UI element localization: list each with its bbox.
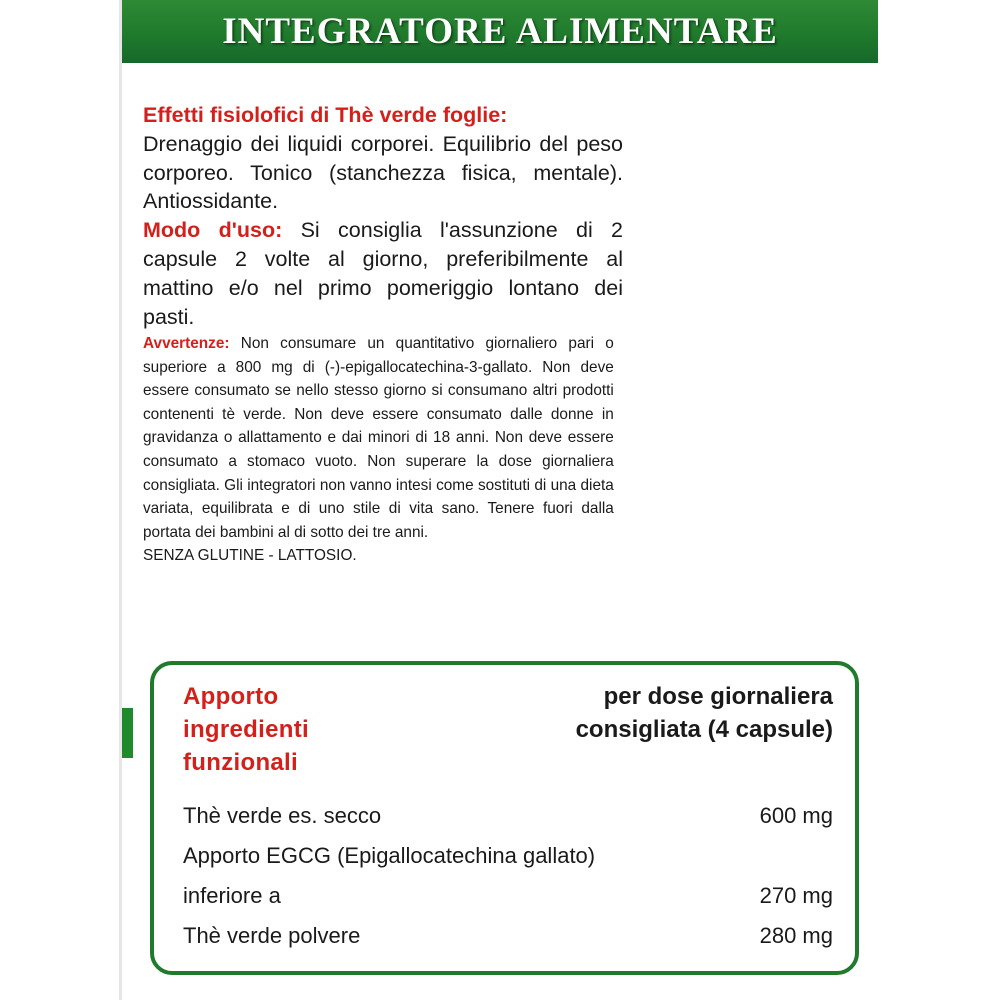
table-row xyxy=(183,796,833,836)
green-side-tab xyxy=(122,708,133,758)
ingredient-value: 270 mg xyxy=(759,883,833,908)
banner-title: INTEGRATORE ALIMENTARE xyxy=(222,11,778,52)
warnings-paragraph xyxy=(143,332,614,544)
table-row xyxy=(183,916,833,956)
ingredient-value: 280 mg xyxy=(759,923,833,948)
usage-paragraph xyxy=(143,216,623,331)
left-heading-line: funzionali xyxy=(183,749,298,776)
header-banner xyxy=(122,0,878,63)
ingredient-name: inferiore a xyxy=(183,883,281,908)
effects-text: Drenaggio dei liquidi corporei. Equilibrio del peso corporeo. Tonico (stanchezza fisica, mentale). Antiossidante. xyxy=(143,131,623,214)
table-row xyxy=(183,876,833,916)
table-row xyxy=(183,836,833,876)
panel-left-edge xyxy=(119,0,122,1000)
nutrition-rows xyxy=(183,796,833,956)
warnings-section xyxy=(143,332,614,568)
effects-section xyxy=(143,101,623,331)
ingredient-name: Thè verde polvere xyxy=(183,923,361,948)
ingredient-name: Thè verde es. secco xyxy=(183,803,382,828)
effects-paragraph xyxy=(143,101,623,216)
ingredient-name: Apporto EGCG (Epigallocatechina gallato) xyxy=(183,843,596,868)
ingredient-value: 600 mg xyxy=(759,803,833,828)
left-heading-line: ingredienti xyxy=(183,716,309,743)
right-heading-line: consigliata (4 capsule) xyxy=(575,716,833,743)
warnings-footer: SENZA GLUTINE - LATTOSIO. xyxy=(143,547,357,565)
effects-heading: Effetti fisiolofici di Thè verde foglie: xyxy=(143,103,508,127)
warnings-text: Non consumare un quantitativo giornaliero pari o superiore a 800 mg di (-)-epigallocatechina-3-gallato. Non deve essere consumato se nello stesso giorno si consumano altri prodotti contenenti tè verde. Non deve essere consumato dalle donne in gravidanza o allattamento e dai minori di 18 anni. Non deve essere consumato a stomaco vuoto. Non superare la dose giornaliera consigliata. Gli integratori non vanno intesi come sostituti di una dieta variata, equilibrata e di uno stile di vita sano. Tenere fuori dalla portata dei bambini al di sotto dei tre anni. xyxy=(143,335,614,541)
left-heading-line: Apporto xyxy=(183,683,279,710)
usage-text: Si consiglia l'assunzione di 2 capsule 2 volte al giorno, preferibilmente al mattino e/o nel primo pomeriggio lontano dei pasti. xyxy=(143,218,623,329)
warnings-heading: Avvertenze: xyxy=(143,335,230,352)
right-heading-line: per dose giornaliera xyxy=(603,683,833,710)
nutrition-right-heading xyxy=(413,680,833,746)
nutrition-left-heading xyxy=(183,680,433,779)
usage-heading: Modo d'uso: xyxy=(143,218,283,243)
nutrition-table xyxy=(150,661,859,975)
